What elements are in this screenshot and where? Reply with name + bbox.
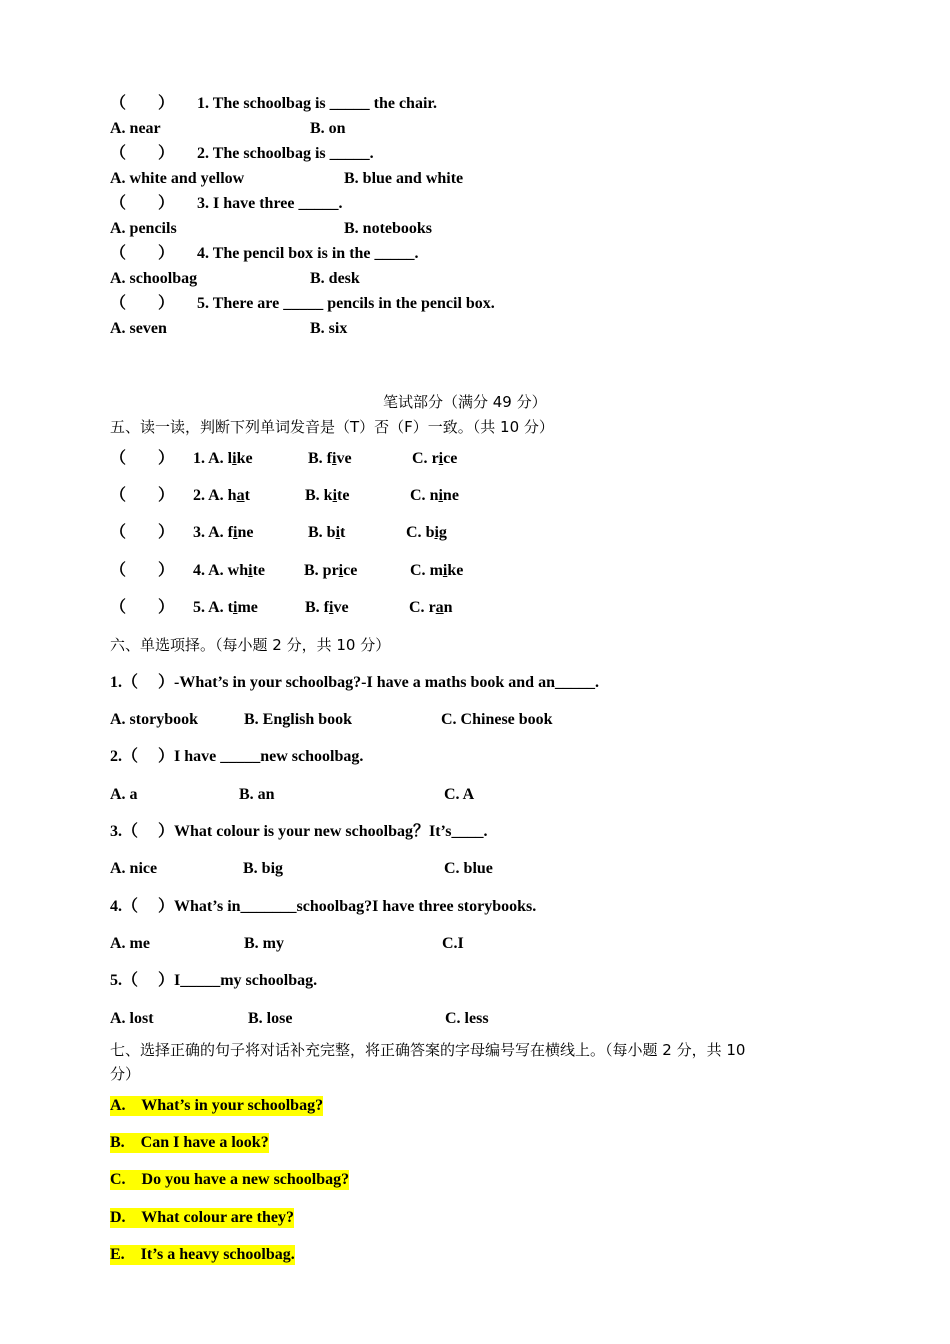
question-text: 3.（ ）What colour is your new schoolbag？It’s____. xyxy=(110,823,488,840)
section7-heading-line2: 分） xyxy=(110,1065,141,1083)
word-c: C. big xyxy=(406,524,447,541)
answer-paren[interactable]: （ ） xyxy=(110,524,175,541)
option-c: C.I xyxy=(442,935,464,952)
option-c: C. Chinese book xyxy=(441,711,553,728)
option-a: A. storybook xyxy=(110,711,199,728)
answer-paren[interactable]: （ ） xyxy=(110,95,175,112)
question-text: 4.（ ）What’s in_______schoolbag?I have three storybooks. xyxy=(110,898,537,915)
word-a: 1. A. like xyxy=(193,450,253,467)
question-text: 5.（ ）I_____my schoolbag. xyxy=(110,972,318,989)
option-b: B. blue and white xyxy=(344,170,464,187)
option-c: C. less xyxy=(445,1010,489,1027)
option-b: B. desk xyxy=(310,270,360,287)
question-text: 5. There are _____ pencils in the pencil box. xyxy=(197,295,495,312)
word-a: 3. A. fine xyxy=(193,524,254,541)
option-b: B. an xyxy=(239,786,275,803)
word-c: C. ran xyxy=(409,599,453,616)
answer-paren[interactable]: （ ） xyxy=(110,195,175,212)
word-b: B. five xyxy=(308,450,352,467)
word-a: 2. A. hat xyxy=(193,487,250,504)
option-a: A. nice xyxy=(110,860,158,877)
option-b: B. English book xyxy=(244,711,353,728)
answer-paren[interactable]: （ ） xyxy=(110,245,175,262)
option-a: A. schoolbag xyxy=(110,270,198,287)
option-e-highlighted: E. It’s a heavy schoolbag. xyxy=(110,1246,295,1263)
option-a: A. lost xyxy=(110,1010,154,1027)
option-b: B. on xyxy=(310,120,346,137)
option-c: C. blue xyxy=(444,860,493,877)
section6-heading: 六、单选项择。（每小题 2 分，共 10 分） xyxy=(110,636,391,654)
answer-paren[interactable]: （ ） xyxy=(110,295,175,312)
option-c-highlighted: C. Do you have a new schoolbag? xyxy=(110,1171,350,1188)
question-text: 3. I have three _____. xyxy=(197,195,343,212)
question-text: 2.（ ）I have _____new schoolbag. xyxy=(110,748,364,765)
option-b: B. six xyxy=(310,320,348,337)
option-b-highlighted: B. Can I have a look? xyxy=(110,1134,269,1151)
section5-heading: 五、读一读，判断下列单词发音是（T）否（F）一致。（共 10 分） xyxy=(110,418,554,436)
question-text: 1. The schoolbag is _____ the chair. xyxy=(197,95,438,112)
written-section-title: 笔试部分（满分 49 分） xyxy=(383,393,547,411)
word-b: B. five xyxy=(305,599,349,616)
answer-paren[interactable]: （ ） xyxy=(110,487,175,504)
question-text: 2. The schoolbag is _____. xyxy=(197,145,374,162)
answer-paren[interactable]: （ ） xyxy=(110,145,175,162)
option-a: A. white and yellow xyxy=(110,170,245,187)
option-c: C. A xyxy=(444,786,475,803)
question-text: 4. The pencil box is in the _____. xyxy=(197,245,419,262)
option-b: B. notebooks xyxy=(344,220,433,237)
option-b: B. lose xyxy=(248,1010,293,1027)
section7-heading-line1: 七、选择正确的句子将对话补充完整，将正确答案的字母编号写在横线上。（每小题 2 分，共 10 xyxy=(110,1041,746,1059)
option-a: A. me xyxy=(110,935,150,952)
option-a: A. pencils xyxy=(110,220,177,237)
word-a: 5. A. time xyxy=(193,599,258,616)
word-b: B. kite xyxy=(305,487,350,504)
answer-paren[interactable]: （ ） xyxy=(110,450,175,467)
option-b: B. big xyxy=(243,860,284,877)
word-c: C. nine xyxy=(410,487,459,504)
option-a: A. a xyxy=(110,786,138,803)
word-b: B. price xyxy=(304,562,358,579)
question-text: 1.（ ）-What’s in your schoolbag?-I have a maths book and an_____. xyxy=(110,674,599,691)
option-a: A. near xyxy=(110,120,161,137)
word-a: 4. A. white xyxy=(193,562,266,579)
option-b: B. my xyxy=(244,935,284,952)
word-b: B. bit xyxy=(308,524,346,541)
answer-paren[interactable]: （ ） xyxy=(110,599,175,616)
word-c: C. rice xyxy=(412,450,458,467)
option-a-highlighted: A. What’s in your schoolbag? xyxy=(110,1097,324,1114)
word-c: C. mike xyxy=(410,562,464,579)
option-d-highlighted: D. What colour are they? xyxy=(110,1209,294,1226)
option-a: A. seven xyxy=(110,320,167,337)
answer-paren[interactable]: （ ） xyxy=(110,562,175,579)
